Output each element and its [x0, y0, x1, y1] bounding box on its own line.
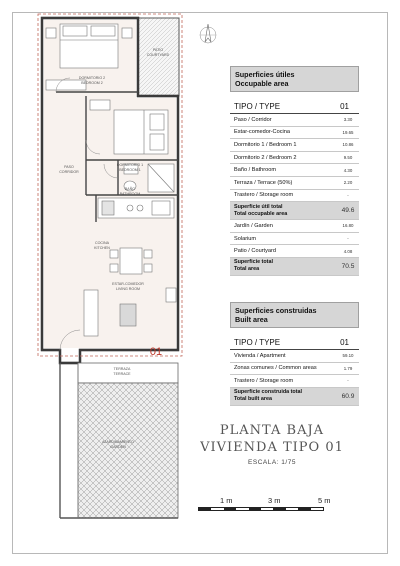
label-bedroom2-es: DORMITORIO 2 — [78, 76, 106, 80]
north-arrow-icon — [196, 22, 220, 48]
occupable-area-header — [230, 66, 359, 92]
table-row: Estar-comedor-Cocina 19.65 — [230, 127, 359, 140]
label-bedroom2-en: BEDROOM 2 — [81, 81, 103, 85]
table-row: Dormitorio 1 / Bedroom 1 10.86 — [230, 139, 359, 152]
occupable-title-en: Occupable area — [235, 79, 289, 88]
label-garden-en: GARDEN — [110, 445, 126, 449]
table-row: Terraza / Terrace (50%) 2.20 — [230, 177, 359, 190]
subtotal-row: Superficie útil total Total occupable area 49.6 — [230, 202, 359, 220]
type-label: TIPO / TYPE — [234, 102, 281, 111]
label-patio-en: COURTYARD — [146, 53, 170, 57]
label-terrace-en: TERRACE — [113, 372, 131, 376]
type-label: TIPO / TYPE — [234, 338, 281, 347]
table-row: Zonas comunes / Common areas 1.79 — [230, 363, 359, 376]
table-row: Trastero / Storage room - — [230, 190, 359, 203]
type-value: 01 — [340, 338, 349, 347]
label-living-en: LIVING ROOM — [116, 287, 140, 291]
built-area-header — [230, 302, 359, 328]
table-row: Dormitorio 2 / Bedroom 2 9.50 — [230, 152, 359, 165]
garden-area — [78, 383, 178, 518]
label-bath-es: BAÑO — [124, 187, 136, 191]
label-living-es: ESTAR-COMEDOR — [112, 282, 144, 286]
table-row: Jardín / Garden 16.80 — [230, 220, 359, 233]
label-terrace-es: TERRAZA — [113, 367, 131, 371]
kitchen — [98, 198, 174, 218]
scale-label-3m: 3 m — [268, 496, 281, 505]
label-corridor-en: CORRIDOR — [59, 170, 79, 174]
plan-title-line1: PLANTA BAJA — [219, 423, 325, 438]
type-row — [230, 328, 359, 350]
label-garden-es: AJARDINAMIENTO — [102, 440, 134, 444]
occupable-title-es: Superficies útiles — [235, 70, 295, 79]
plan-title-line2: VIVIENDA TIPO 01 — [200, 440, 344, 455]
total-row: Superficie construida total Total built area 60.9 — [230, 388, 359, 406]
label-bedroom1-en: BEDROOM 1 — [119, 168, 141, 172]
scale-bar — [198, 507, 324, 511]
scale-label-5m: 5 m — [318, 496, 331, 505]
label-patio-es: PATIO — [152, 48, 164, 52]
type-row — [230, 92, 359, 114]
table-row: Patio / Courtyard 4.08 — [230, 245, 359, 258]
scale-text: ESCALA: 1/75 — [248, 459, 296, 466]
table-row: Paso / Corridor 3.30 — [230, 114, 359, 127]
label-bath-en: BATHROOM — [119, 192, 141, 196]
total-row: Superficie total Total area 70.5 — [230, 258, 359, 276]
label-kitchen-es: COCINA — [95, 241, 109, 245]
table-row: Baño / Bathroom 4.30 — [230, 164, 359, 177]
scale-label-1m: 1 m — [220, 496, 233, 505]
unit-number: 01 — [149, 346, 163, 358]
table-row: Vivienda / Apartment 59.10 — [230, 350, 359, 363]
label-kitchen-en: KITCHEN — [94, 246, 110, 250]
built-title-es: Superficies construidas — [235, 306, 317, 315]
table-row: Solarium - — [230, 233, 359, 246]
type-value: 01 — [340, 102, 349, 111]
occupable-area-table — [230, 66, 359, 276]
label-bedroom1-es: DORMITORIO 1 — [116, 163, 144, 167]
built-area-table — [230, 302, 359, 406]
built-title-en: Built area — [235, 315, 268, 324]
label-corridor-es: PASO — [64, 165, 74, 169]
table-row: Trastero / Storage room - — [230, 375, 359, 388]
patio-area — [138, 18, 179, 96]
